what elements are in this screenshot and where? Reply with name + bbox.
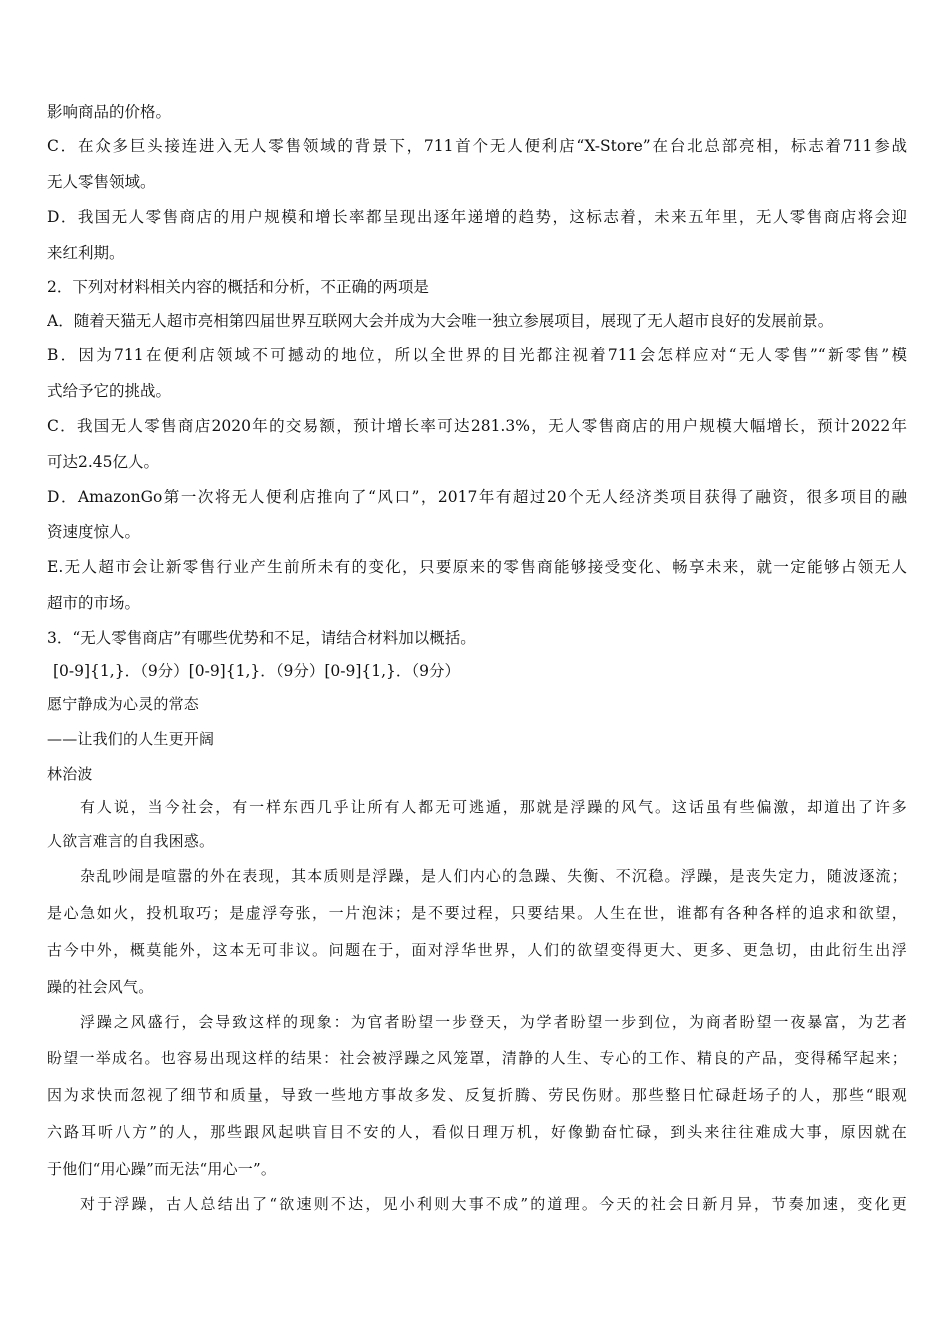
essay-paragraph-line: 有人说，当今社会，有一样东西几乎让所有人都无可逃遁，那就是浮躁的风气。这话虽有些偏激，却道出了许多 bbox=[80, 798, 907, 816]
essay-paragraph-line: 六路耳听八方”的人，那些跟风起哄盲目不安的人，看似日理万机，好像勤奋忙碌，到头来往往难成大事，原因就在 bbox=[47, 1123, 907, 1141]
question-3-stem: 3．“无人零售商店”有哪些优势和不足，请结合材料加以概括。 bbox=[47, 629, 476, 647]
q2-option-b-line: B．因为711在便利店领域不可撼动的地位，所以全世界的目光都注视着711会怎样应对“无人零售”“新零售”模 bbox=[47, 346, 907, 364]
essay-paragraph-line: 盼望一举成名。也容易出现这样的结果：社会被浮躁之风笼罩，清静的人生、专心的工作、精良的产品，变得稀罕起来； bbox=[47, 1049, 907, 1067]
option-b-continuation: 影响商品的价格。 bbox=[47, 103, 172, 121]
q2-option-c-line: C．我国无人零售商店2020年的交易额，预计增长率可达281.3%，无人零售商店的用户规模大幅增长，预计2022年 bbox=[47, 417, 907, 435]
essay-paragraph-line: 杂乱吵闹是喧嚣的外在表现，其本质则是浮躁，是人们内心的急躁、失衡、不沉稳。浮躁，是丧失定力，随波逐流； bbox=[80, 867, 907, 885]
essay-paragraph-line: 浮躁之风盛行，会导致这样的现象：为官者盼望一步登天，为学者盼望一步到位，为商者盼望一夜暴富，为艺者 bbox=[80, 1013, 907, 1031]
q2-option-d-line: 资速度惊人。 bbox=[47, 523, 141, 541]
essay-paragraph-line: 对于浮躁，古人总结出了“欲速则不达，见小利则大事不成”的道理。今天的社会日新月异，节奏加速，变化更 bbox=[80, 1195, 907, 1213]
option-c-line: C．在众多巨头接连进入无人零售领域的背景下，711首个无人便利店“X-Store”在台北总部亮相，标志着711参战 bbox=[47, 137, 907, 155]
q2-option-d-line: D．AmazonGo第一次将无人便利店推向了“风口”，2017年有超过20个无人经济类项目获得了融资，很多项目的融 bbox=[47, 488, 907, 506]
essay-paragraph-line: 是心急如火，投机取巧；是虚浮夸张，一片泡沫；是不要过程，只要结果。人生在世，谁都有各种各样的追求和欲望， bbox=[47, 904, 907, 922]
essay-paragraph-line: 古今中外，概莫能外，这本无可非议。问题在于，面对浮华世界，人们的欲望变得更大、更多、更急切，由此衍生出浮 bbox=[47, 941, 907, 959]
q2-option-a: A．随着天猫无人超市亮相第四届世界互联网大会并成为大会唯一独立参展项目，展现了无人超市良好的发展前景。 bbox=[47, 312, 834, 330]
q2-option-b-line: 式给予它的挑战。 bbox=[47, 382, 172, 400]
option-d-line: 来红利期。 bbox=[47, 244, 125, 262]
essay-paragraph-line: 躁的社会风气。 bbox=[47, 978, 154, 996]
question-2-stem: 2．下列对材料相关内容的概括和分析，不正确的两项是 bbox=[47, 278, 429, 296]
q2-option-e-line: 超市的市场。 bbox=[47, 594, 141, 612]
essay-title: 愿宁静成为心灵的常态 bbox=[47, 695, 200, 713]
q2-option-c-line: 可达2.45亿人。 bbox=[47, 453, 160, 471]
essay-paragraph-line: 人欲言难言的自我困惑。 bbox=[47, 832, 215, 850]
essay-paragraph-line: 于他们“用心躁”而无法“用心一”。 bbox=[47, 1160, 277, 1178]
q2-option-e-line: E.无人超市会让新零售行业产生前所未有的变化，只要原来的零售商能够接受变化、畅享未来，就一定能够占领无人 bbox=[47, 558, 907, 576]
option-d-line: D．我国无人零售商店的用户规模和增长率都呈现出逐年递增的趋势，这标志着，未来五年里，无人零售商店将会迎 bbox=[47, 208, 907, 226]
essay-subtitle: ——让我们的人生更开阔 bbox=[47, 730, 215, 748]
option-c-line: 无人零售领域。 bbox=[47, 173, 156, 191]
score-placeholder-line: [0-9]{1,}．（9分）[0-9]{1,}．（9分）[0-9]{1,}．（9分） bbox=[53, 662, 461, 680]
essay-author: 林治波 bbox=[47, 765, 93, 783]
essay-paragraph-line: 因为求快而忽视了细节和质量，导致一些地方事故多发、反复折腾、劳民伤财。那些整日忙碌赶场子的人，那些“眼观 bbox=[47, 1086, 907, 1104]
